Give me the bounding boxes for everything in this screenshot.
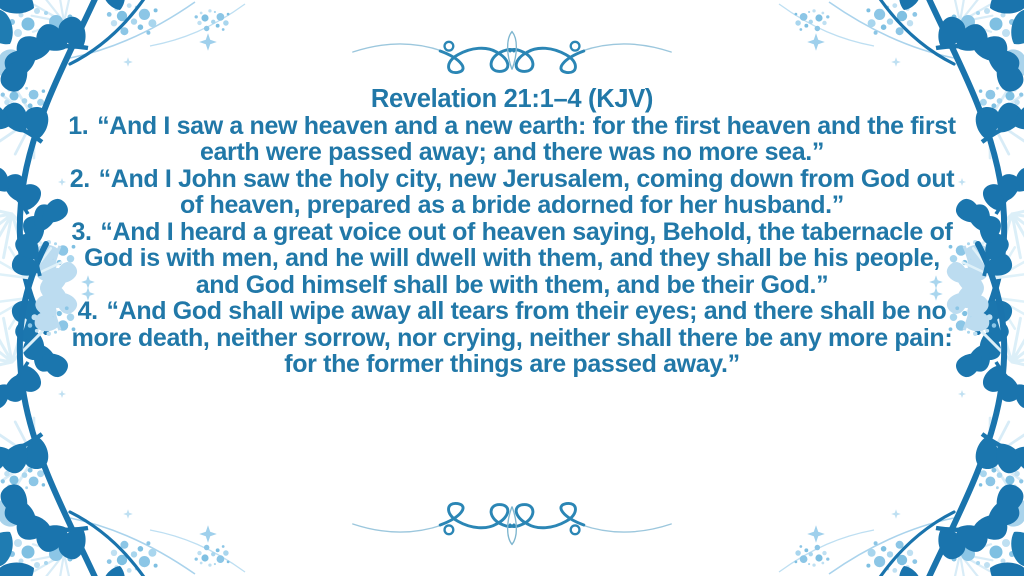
verse-text: “And God shall wipe away all tears from their eyes; and there shall be no more death, neither sorrow, nor crying, neither shall there be any more pain: for the former things are passed away.” bbox=[71, 297, 953, 378]
verse-number: 3. bbox=[71, 217, 92, 246]
verse-text: “And I John saw the holy city, new Jerusalem, coming down from God out of heaven, prepared as a bride adorned for her husband.” bbox=[98, 164, 955, 219]
verse-item-2 bbox=[62, 166, 962, 219]
slide-title: Revelation 21:1–4 (KJV) bbox=[370, 85, 654, 113]
verse-number: 1. bbox=[68, 111, 89, 140]
verse-text: “And I heard a great voice out of heaven saying, Behold, the tabernacle of God is with men, and he will dwell with them, and they shall be his people, and God himself shall be with them, and be their God.” bbox=[84, 217, 953, 299]
bottom-flourish-icon bbox=[347, 498, 677, 550]
verse-number: 2. bbox=[69, 164, 90, 193]
verse-item-1 bbox=[62, 113, 962, 166]
scripture-text-block bbox=[62, 0, 962, 378]
verse-number: 4. bbox=[77, 297, 98, 325]
verse-text: “And I saw a new heaven and a new earth: for the first heaven and the first earth were passed away; and there was no more sea.” bbox=[97, 111, 956, 166]
verse-item-4 bbox=[62, 298, 962, 378]
verse-item-3 bbox=[62, 219, 962, 299]
